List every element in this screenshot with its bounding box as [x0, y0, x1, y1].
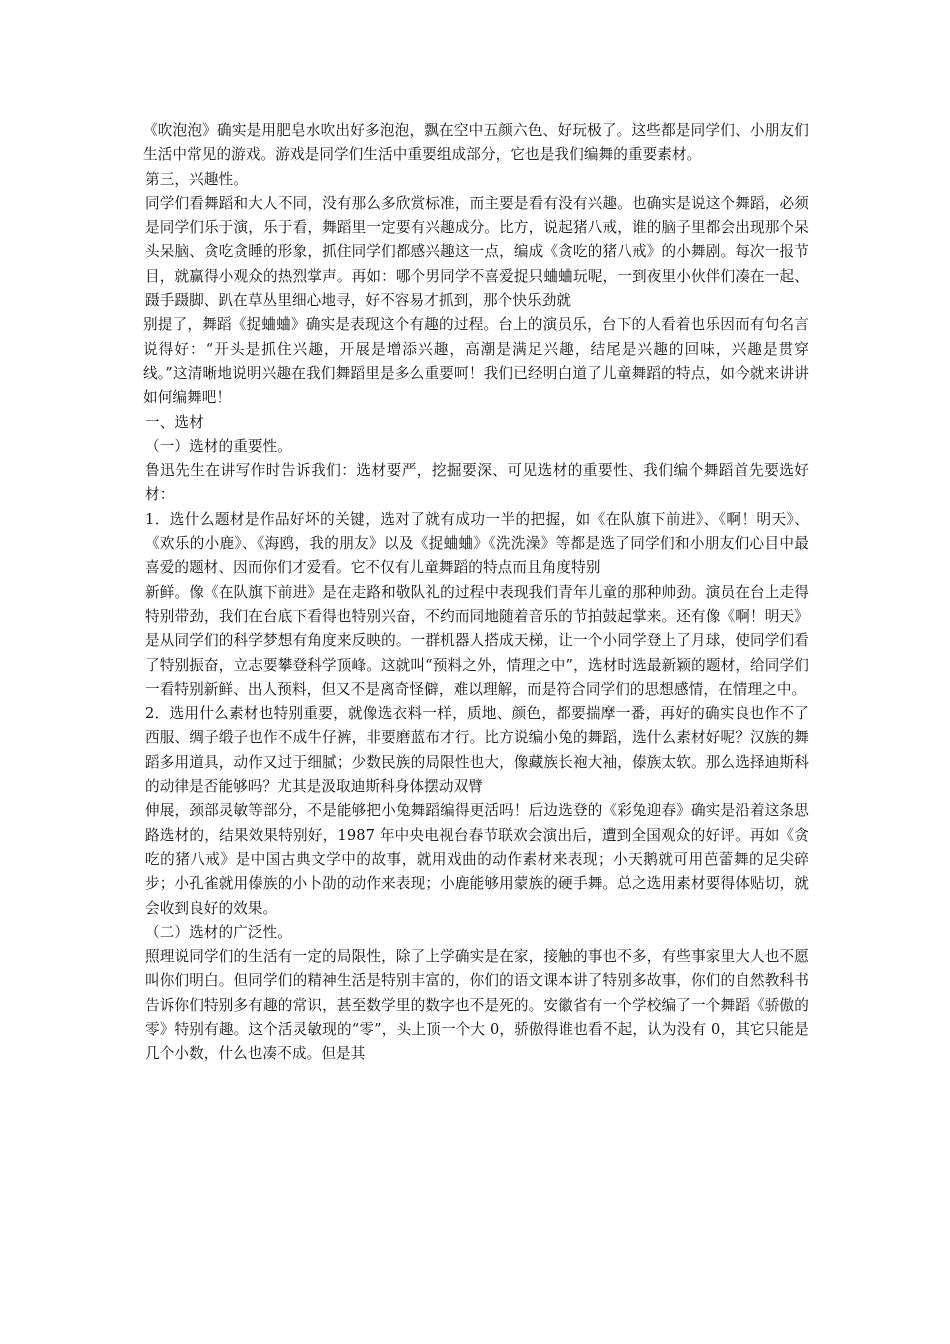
- paragraph-bubbles: 《吹泡泡》确实是用肥皂水吹出好多泡泡，飘在空中五颜六色、好玩极了。这些都是同学们、小朋友们生活中常见的游戏。游戏是同学们生活中重要组成部分，它也是我们编舞的重要素材。: [143, 122, 809, 164]
- paragraph-cricket: 别提了，舞蹈《捉蛐蛐》确实是表现这个有趣的过程。台上的演员乐，台下的人看着也乐因而有句名言说得好：“开头是抓住兴趣，开展是增添兴趣，高潮是满足兴趣，结尾是兴趣的回味，兴趣是贯穿线。”这清晰地说明兴趣在我们舞蹈里是多么重要呵！我们已经明白道了儿童舞蹈的特点，如今就来讲讲如何编舞吧！: [143, 316, 809, 407]
- heading-selection: 一、选材: [145, 413, 204, 431]
- paragraph-luxun: 鲁迅先生在讲写作时告诉我们：选材要严，挖掘要深、可见选材的重要性、我们编个舞蹈首先要选好材：: [145, 462, 809, 504]
- paragraph-fresh: 新鲜。像《在队旗下前进》是在走路和敬队礼的过程中表现我们青年儿童的那种帅劲。演员在台上走得特别带劲，我们在台底下看得也特别兴奋，不约而同地随着音乐的节拍鼓起掌来。还有像《啊！明天》是从同学们的科学梦想有角度来反映的。一群机器人搭成天梯，让一个小同学登上了月球，使同学们看了特别振奋，立志要攀登科学顶峰。这就叫“预料之外，情理之中”，选材时选最新颖的题材，给同学们一看特别新鲜、出人预料，但又不是离奇怪僻，难以理解，而是符合同学们的思想感情，在情理之中。: [145, 583, 809, 698]
- heading-breadth: （二）选材的广泛性。: [145, 923, 292, 941]
- paragraph-interest: 同学们看舞蹈和大人不同，没有那么多欣赏标准，而主要是看有没有兴趣。也确实是说这个舞蹈，必须是同学们乐于演，乐于看，舞蹈里一定要有兴趣成分。比方，说起猪八戒，谁的脑子里都会出现那个呆头呆脑、贪吃贪睡的形象，抓住同学们都感兴趣这一点，编成《贪吃的猪八戒》的小舞剧。每次一报节目，就赢得小观众的热烈掌声。再如：哪个男同学不喜爱捉只蛐蛐玩呢，一到夜里小伙伴们凑在一起、蹑手蹑脚、趴在草丛里细心地寻，好不容易才抓到，那个快乐劲就: [145, 194, 809, 310]
- heading-importance: （一）选材的重要性。: [145, 437, 292, 455]
- paragraph-stretch: 伸展，颈部灵敏等部分，不是能够把小兔舞蹈编得更活吗！后边选登的《彩兔迎春》确实是沿着这条思路选材的，结果效果特别好，1987 年中央电视台春节联欢会演出后，遭到全国观众的好评。再如《贪吃的猪八戒》是中国古典文学中的故事，就用戏曲的动作素材来表现；小天鹅就可用芭蕾舞的足尖碎步；小孔雀就用傣族的小卜劭的动作来表现；小鹿能够用蒙族的硬手舞。总之选用素材要得体贴切，就会收到良好的效果。: [145, 802, 809, 917]
- heading-third-interest: 第三，兴趣性。: [145, 170, 248, 188]
- paragraph-point-1: 1．选什么题材是作品好坏的关键，选对了就有成功一半的把握，如《在队旗下前进》、《啊！明天》、《欢乐的小鹿》、《海鸥，我的朋友》以及《捉蛐蛐》《洗洗澡》等都是选了同学们和小朋友们心目中最喜爱的题材、因而你们才爱看。它不仅有儿童舞蹈的特点而且角度特别: [145, 510, 809, 577]
- paragraph-point-2: 2．选用什么素材也特别重要，就像选衣料一样，质地、颜色，都要揣摩一番，再好的确实良也作不了西服、绸子缎子也作不成牛仔裤，非要磨蓝布才行。比方说编小兔的舞蹈，选什么素材好呢？汉族的舞蹈多用道具，动作又过于细腻；少数民族的局限性也大，像藏族长袍大袖，傣族太软。那么选择迪斯科的动律是否能够吗？尤其是汲取迪斯科身体摆动双臂: [145, 705, 809, 796]
- document-body: [143, 119, 809, 1067]
- paragraph-breadth: 照理说同学们的生活有一定的局限性，除了上学确实是在家，接触的事也不多，有些事家里大人也不愿叫你们明白。但同学们的精神生活是特别丰富的，你们的语文课本讲了特别多故事，你们的自然教科书告诉你们特别多有趣的常识，甚至数学里的数字也不是死的。安徽省有一个学校编了一个舞蹈《骄傲的零》特别有趣。这个活灵敏现的“零”，头上顶一个大 0，骄傲得谁也看不起，认为没有 0，其它只能是几个小数，什么也凑不成。但是其: [145, 948, 809, 1063]
